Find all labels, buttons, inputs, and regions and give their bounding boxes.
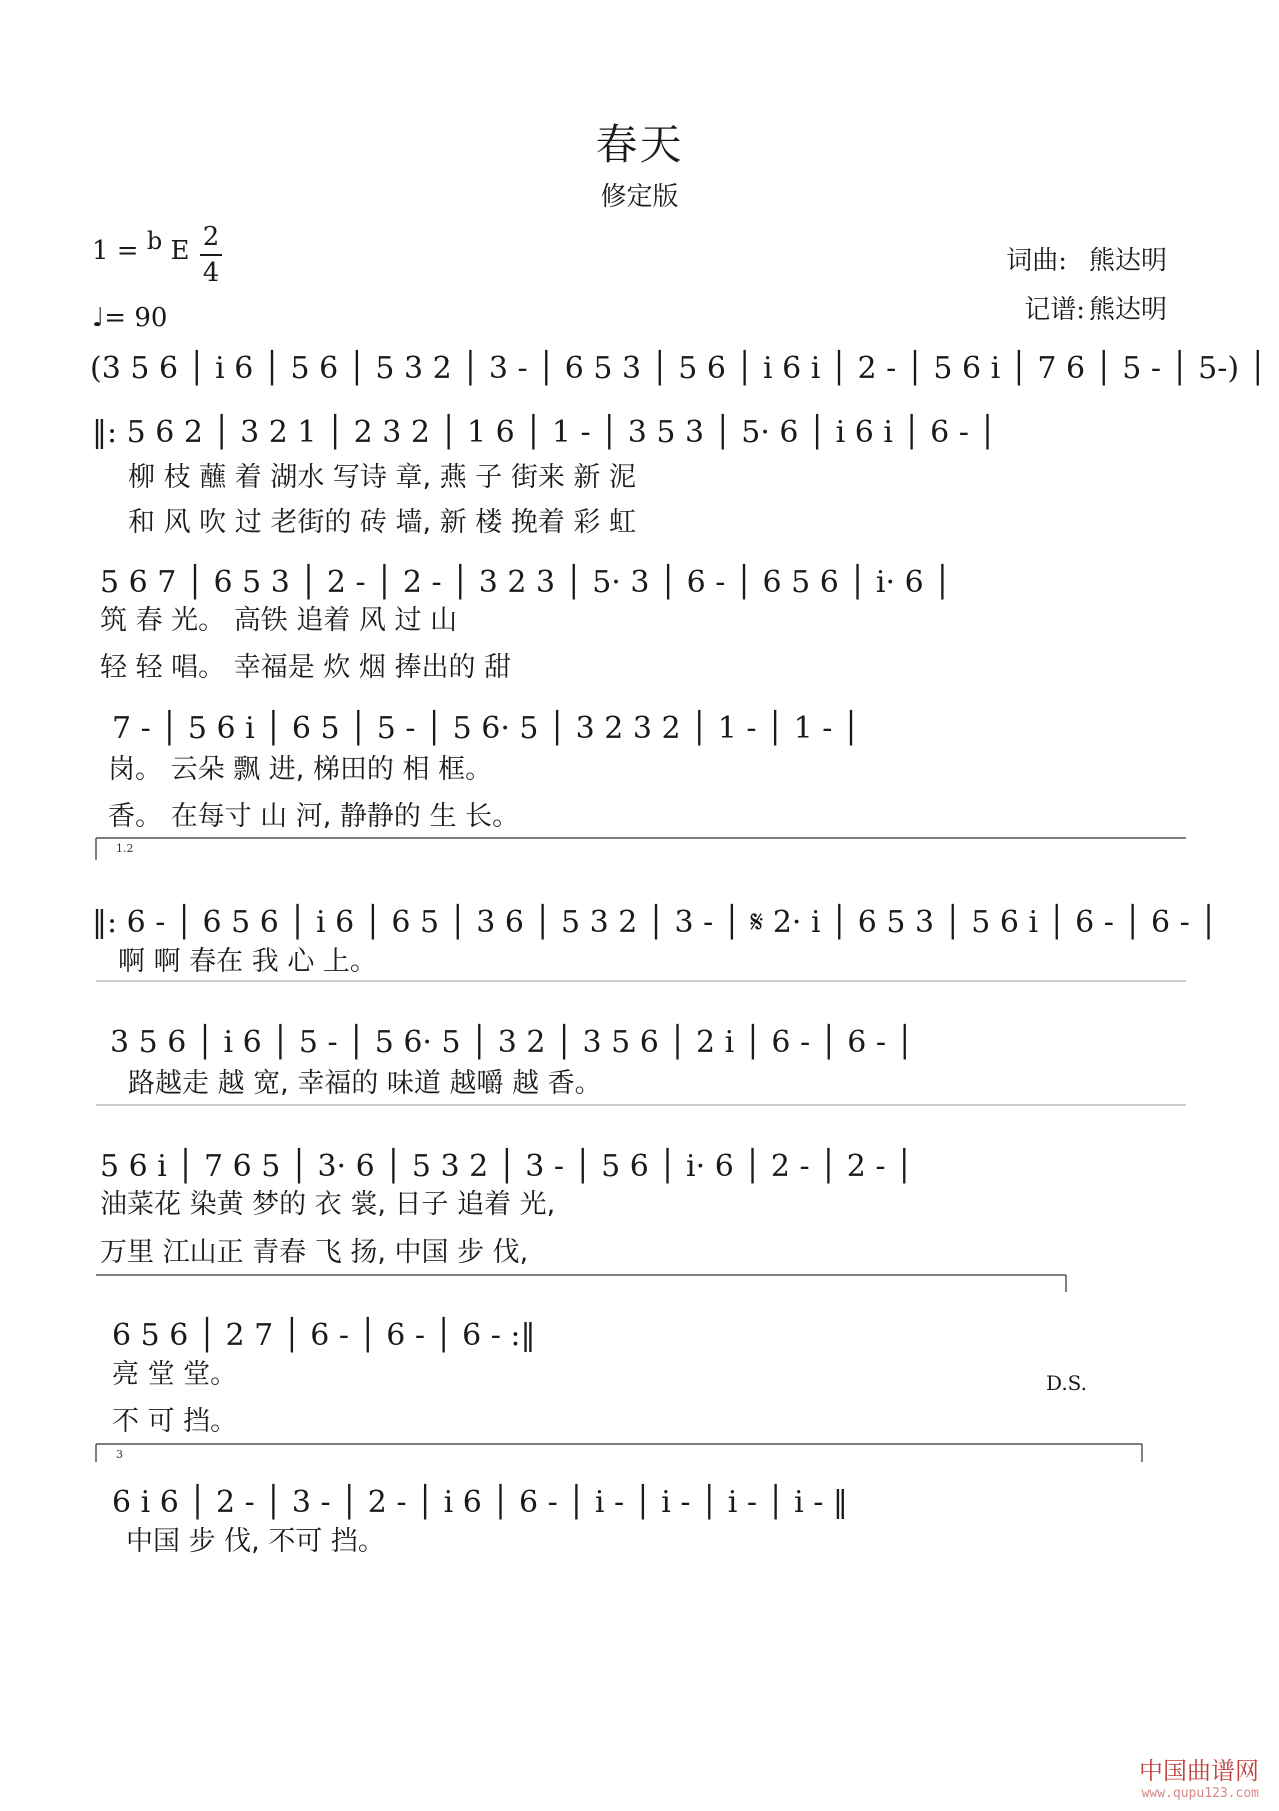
watermark-url: www.qupu123.com — [1141, 1786, 1259, 1801]
ds-marking: D.S. — [1046, 1371, 1088, 1395]
time-top: 2 — [202, 222, 220, 252]
score-row-7-lyric-1: 亮 堂 堂。 — [112, 1359, 238, 1390]
key-letter: E — [170, 236, 190, 266]
score-row-0-notes: (3 5 6 │ i 6 │ 5 6 │ 5 3 2 │ 3 - │ 6 5 3 │ 5 6 │ i 6 i │ 2 - │ 5 6 i │ 7 6 │ 5 - │ 5-) │ — [90, 351, 1267, 386]
score-row-2-lyric-2: 轻 轻 唱。 幸福是 炊 烟 捧出的 甜 — [100, 652, 512, 683]
score-row-4-lyric-1: 啊 啊 春在 我 心 上。 — [118, 946, 377, 977]
score-row-2-notes: 5 6 7 │ 6 5 3 │ 2 - │ 2 - │ 3 2 3 │ 5· 3 │ 6 - │ 6 5 6 │ i· 6 │ — [100, 565, 952, 600]
score-row-3-lyric-1: 岗。 云朵 飘 进, 梯田的 相 框。 — [108, 754, 493, 785]
score-row-5-lyric-1: 路越走 越 宽, 幸福的 味道 越嚼 越 香。 — [128, 1068, 602, 1099]
credit-transcriber-label: 记谱: — [1024, 295, 1085, 325]
credit-composer-label: 词曲: — [1006, 246, 1067, 276]
song-title: 春天 — [595, 120, 684, 169]
credit-composer-name: 熊达明 — [1088, 246, 1167, 276]
song-subtitle: 修定版 — [600, 182, 679, 212]
score-row-1-lyric-1: 柳 枝 蘸 着 湖水 写诗 章, 燕 子 街来 新 泥 — [128, 462, 636, 493]
volta-1-2: 1.2 — [116, 842, 134, 855]
score-row-6-lyric-1: 油菜花 染黄 梦的 衣 裳, 日子 追着 光, — [100, 1189, 556, 1220]
key-prefix: 1 = — [92, 236, 139, 266]
volta-3: 3 — [116, 1448, 123, 1461]
watermark-logo — [1139, 1751, 1259, 1801]
tempo-value: = 90 — [104, 303, 168, 333]
time-bottom: 4 — [202, 258, 220, 288]
score-row-1-notes: ‖: 5 6 2 │ 3 2 1 │ 2 3 2 │ 1 6 │ 1 - │ 3 5 3 │ 5· 6 │ i 6 i │ 6 - │ — [92, 415, 997, 450]
score-row-3-notes: 7 - │ 5 6 i │ 6 5 │ 5 - │ 5 6· 5 │ 3 2 3 2 │ 1 - │ 1 - │ — [112, 711, 860, 746]
score-row-7-notes: 6 5 6 │ 2 7 │ 6 - │ 6 - │ 6 - :‖ — [112, 1318, 536, 1353]
score-row-4-notes: ‖: 6 - │ 6 5 6 │ i 6 │ 6 5 │ 3 6 │ 5 3 2 │ 3 - │ 𝄋 2· i │ 6 5 3 │ 5 6 i │ 6 - │ 6 - │ — [92, 905, 1218, 940]
score-row-5-notes: 3 5 6 │ i 6 │ 5 - │ 5 6· 5 │ 3 2 │ 3 5 6 │ 2 i │ 6 - │ 6 - │ — [110, 1025, 914, 1060]
score-row-2-lyric-1: 筑 春 光。 高铁 追着 风 过 山 — [100, 605, 458, 636]
score-row-6-lyric-2: 万里 江山正 青春 飞 扬, 中国 步 伐, — [100, 1237, 529, 1268]
credit-transcriber-name: 熊达明 — [1088, 295, 1167, 325]
watermark-brand: 中国曲谱网 — [1139, 1757, 1259, 1785]
score-row-8-lyric-1: 中国 步 伐, 不可 挡。 — [126, 1526, 385, 1557]
quarter-note-icon: ♩ — [92, 303, 105, 333]
score-row-8-notes: 6 i 6 │ 2 - │ 3 - │ 2 - │ i 6 │ 6 - │ i - │ i - │ i - │ i - ‖ — [112, 1485, 848, 1520]
score-row-6-notes: 5 6 i │ 7 6 5 │ 3· 6 │ 5 3 2 │ 3 - │ 5 6 │ i· 6 │ 2 - │ 2 - │ — [100, 1149, 914, 1184]
flat-sign: b — [146, 227, 163, 255]
score-row-3-lyric-2: 香。 在每寸 山 河, 静静的 生 长。 — [108, 801, 520, 832]
score-row-1-lyric-2: 和 风 吹 过 老街的 砖 墙, 新 楼 挽着 彩 虹 — [128, 507, 636, 538]
score-row-7-lyric-2: 不 可 挡。 — [112, 1406, 238, 1437]
